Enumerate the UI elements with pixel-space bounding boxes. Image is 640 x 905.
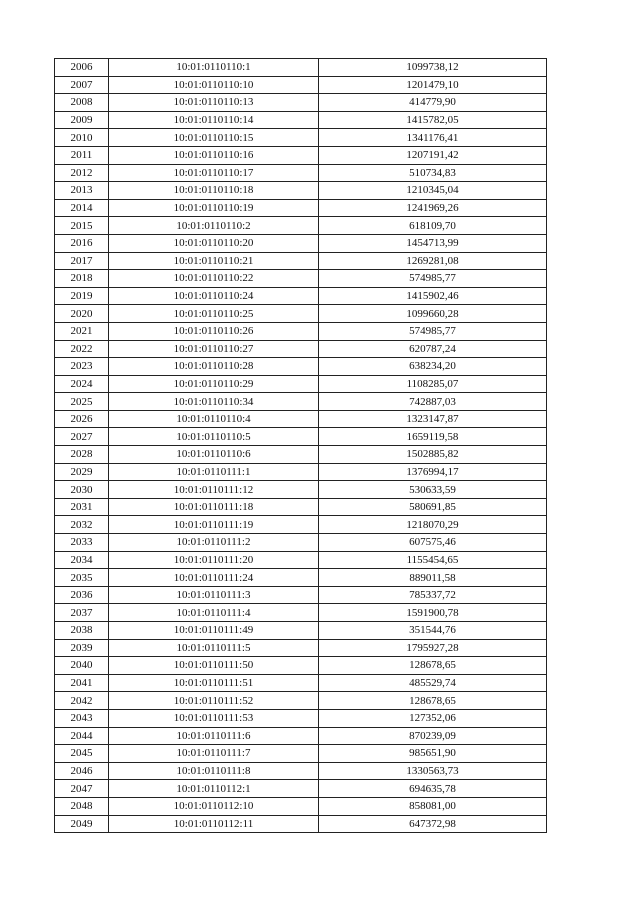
- value-cell: 574985,77: [319, 270, 547, 288]
- table-row: [55, 797, 547, 815]
- row-number-cell: 2027: [55, 428, 109, 446]
- cadastral-number-cell: 10:01:0110110:34: [109, 393, 319, 411]
- cadastral-number-cell: 10:01:0110110:1: [109, 59, 319, 77]
- cadastral-number-cell: 10:01:0110111:6: [109, 727, 319, 745]
- row-number-cell: 2041: [55, 674, 109, 692]
- row-number-cell: 2025: [55, 393, 109, 411]
- row-number-cell: 2011: [55, 146, 109, 164]
- value-cell: 1099660,28: [319, 305, 547, 323]
- row-number-cell: 2016: [55, 234, 109, 252]
- table-row: [55, 252, 547, 270]
- value-cell: 858081,00: [319, 797, 547, 815]
- cadastral-number-cell: 10:01:0110110:17: [109, 164, 319, 182]
- value-cell: 1207191,42: [319, 146, 547, 164]
- cadastral-number-cell: 10:01:0110111:20: [109, 551, 319, 569]
- row-number-cell: 2008: [55, 94, 109, 112]
- value-cell: 1415782,05: [319, 111, 547, 129]
- cadastral-number-cell: 10:01:0110111:2: [109, 534, 319, 552]
- row-number-cell: 2018: [55, 270, 109, 288]
- table-row: [55, 428, 547, 446]
- value-cell: 580691,85: [319, 498, 547, 516]
- row-number-cell: 2035: [55, 569, 109, 587]
- value-cell: 574985,77: [319, 322, 547, 340]
- value-cell: 1330563,73: [319, 762, 547, 780]
- table-row: [55, 709, 547, 727]
- value-cell: 1659119,58: [319, 428, 547, 446]
- table-body: [55, 59, 547, 833]
- row-number-cell: 2012: [55, 164, 109, 182]
- table-row: [55, 551, 547, 569]
- table-row: [55, 199, 547, 217]
- cadastral-number-cell: 10:01:0110111:4: [109, 604, 319, 622]
- cadastral-number-cell: 10:01:0110111:19: [109, 516, 319, 534]
- table-row: [55, 604, 547, 622]
- cadastral-number-cell: 10:01:0110110:10: [109, 76, 319, 94]
- table-row: [55, 146, 547, 164]
- row-number-cell: 2006: [55, 59, 109, 77]
- cadastral-number-cell: 10:01:0110111:1: [109, 463, 319, 481]
- cadastral-number-cell: 10:01:0110110:26: [109, 322, 319, 340]
- table-row: [55, 727, 547, 745]
- row-number-cell: 2017: [55, 252, 109, 270]
- cadastral-number-cell: 10:01:0110110:29: [109, 375, 319, 393]
- table-row: [55, 59, 547, 77]
- row-number-cell: 2021: [55, 322, 109, 340]
- cadastral-number-cell: 10:01:0110112:10: [109, 797, 319, 815]
- cadastral-number-cell: 10:01:0110110:18: [109, 182, 319, 200]
- row-number-cell: 2048: [55, 797, 109, 815]
- table-row: [55, 375, 547, 393]
- cadastral-number-cell: 10:01:0110110:27: [109, 340, 319, 358]
- row-number-cell: 2007: [55, 76, 109, 94]
- table-row: [55, 639, 547, 657]
- cadastral-number-cell: 10:01:0110112:11: [109, 815, 319, 833]
- cadastral-number-cell: 10:01:0110110:25: [109, 305, 319, 323]
- table-row: [55, 446, 547, 464]
- value-cell: 985651,90: [319, 745, 547, 763]
- row-number-cell: 2026: [55, 410, 109, 428]
- cadastral-number-cell: 10:01:0110111:53: [109, 709, 319, 727]
- cadastral-number-cell: 10:01:0110110:24: [109, 287, 319, 305]
- value-cell: 1241969,26: [319, 199, 547, 217]
- value-cell: 620787,24: [319, 340, 547, 358]
- cadastral-number-cell: 10:01:0110110:21: [109, 252, 319, 270]
- row-number-cell: 2043: [55, 709, 109, 727]
- value-cell: 1415902,46: [319, 287, 547, 305]
- table-row: [55, 692, 547, 710]
- row-number-cell: 2014: [55, 199, 109, 217]
- value-cell: 351544,76: [319, 622, 547, 640]
- value-cell: 485529,74: [319, 674, 547, 692]
- table-row: [55, 516, 547, 534]
- cadastral-number-cell: 10:01:0110111:12: [109, 481, 319, 499]
- cadastral-number-cell: 10:01:0110110:2: [109, 217, 319, 235]
- value-cell: 414779,90: [319, 94, 547, 112]
- table-row: [55, 586, 547, 604]
- value-cell: 127352,06: [319, 709, 547, 727]
- cadastral-number-cell: 10:01:0110111:3: [109, 586, 319, 604]
- value-cell: 1795927,28: [319, 639, 547, 657]
- table-row: [55, 322, 547, 340]
- table-row: [55, 622, 547, 640]
- table-row: [55, 358, 547, 376]
- row-number-cell: 2015: [55, 217, 109, 235]
- row-number-cell: 2030: [55, 481, 109, 499]
- cadastral-number-cell: 10:01:0110110:5: [109, 428, 319, 446]
- table-row: [55, 182, 547, 200]
- table-row: [55, 498, 547, 516]
- row-number-cell: 2034: [55, 551, 109, 569]
- row-number-cell: 2022: [55, 340, 109, 358]
- table-row: [55, 94, 547, 112]
- row-number-cell: 2044: [55, 727, 109, 745]
- table-row: [55, 762, 547, 780]
- table-row: [55, 76, 547, 94]
- row-number-cell: 2040: [55, 657, 109, 675]
- cadastral-number-cell: 10:01:0110112:1: [109, 780, 319, 798]
- cadastral-number-cell: 10:01:0110110:16: [109, 146, 319, 164]
- value-cell: 647372,98: [319, 815, 547, 833]
- row-number-cell: 2020: [55, 305, 109, 323]
- row-number-cell: 2046: [55, 762, 109, 780]
- table-row: [55, 657, 547, 675]
- table-row: [55, 674, 547, 692]
- value-cell: 1218070,29: [319, 516, 547, 534]
- value-cell: 1210345,04: [319, 182, 547, 200]
- row-number-cell: 2036: [55, 586, 109, 604]
- table-row: [55, 270, 547, 288]
- cadastral-number-cell: 10:01:0110111:18: [109, 498, 319, 516]
- value-cell: 618109,70: [319, 217, 547, 235]
- value-cell: 607575,46: [319, 534, 547, 552]
- table-row: [55, 481, 547, 499]
- cadastral-number-cell: 10:01:0110111:52: [109, 692, 319, 710]
- row-number-cell: 2037: [55, 604, 109, 622]
- value-cell: 510734,83: [319, 164, 547, 182]
- table-row: [55, 305, 547, 323]
- row-number-cell: 2009: [55, 111, 109, 129]
- value-cell: 1108285,07: [319, 375, 547, 393]
- row-number-cell: 2039: [55, 639, 109, 657]
- value-cell: 128678,65: [319, 692, 547, 710]
- table-row: [55, 234, 547, 252]
- table-row: [55, 745, 547, 763]
- cadastral-number-cell: 10:01:0110110:20: [109, 234, 319, 252]
- value-cell: 1201479,10: [319, 76, 547, 94]
- value-cell: 870239,09: [319, 727, 547, 745]
- table-row: [55, 111, 547, 129]
- value-cell: 1454713,99: [319, 234, 547, 252]
- row-number-cell: 2042: [55, 692, 109, 710]
- row-number-cell: 2024: [55, 375, 109, 393]
- value-cell: 785337,72: [319, 586, 547, 604]
- row-number-cell: 2013: [55, 182, 109, 200]
- cadastral-number-cell: 10:01:0110111:7: [109, 745, 319, 763]
- row-number-cell: 2028: [55, 446, 109, 464]
- table-row: [55, 164, 547, 182]
- cadastral-number-cell: 10:01:0110111:49: [109, 622, 319, 640]
- table-row: [55, 410, 547, 428]
- table-row: [55, 815, 547, 833]
- cadastral-number-cell: 10:01:0110111:8: [109, 762, 319, 780]
- value-cell: 1269281,08: [319, 252, 547, 270]
- cadastral-number-cell: 10:01:0110110:28: [109, 358, 319, 376]
- value-cell: 1376994,17: [319, 463, 547, 481]
- row-number-cell: 2032: [55, 516, 109, 534]
- row-number-cell: 2045: [55, 745, 109, 763]
- cadastral-number-cell: 10:01:0110111:24: [109, 569, 319, 587]
- table-row: [55, 463, 547, 481]
- row-number-cell: 2038: [55, 622, 109, 640]
- table-row: [55, 534, 547, 552]
- row-number-cell: 2049: [55, 815, 109, 833]
- table-row: [55, 217, 547, 235]
- value-cell: 1155454,65: [319, 551, 547, 569]
- cadastral-number-cell: 10:01:0110110:22: [109, 270, 319, 288]
- value-cell: 1323147,87: [319, 410, 547, 428]
- cadastral-value-table: [54, 58, 547, 833]
- cadastral-number-cell: 10:01:0110111:51: [109, 674, 319, 692]
- cadastral-number-cell: 10:01:0110110:6: [109, 446, 319, 464]
- row-number-cell: 2047: [55, 780, 109, 798]
- value-cell: 742887,03: [319, 393, 547, 411]
- value-cell: 1341176,41: [319, 129, 547, 147]
- value-cell: 530633,59: [319, 481, 547, 499]
- cadastral-number-cell: 10:01:0110110:13: [109, 94, 319, 112]
- row-number-cell: 2031: [55, 498, 109, 516]
- row-number-cell: 2029: [55, 463, 109, 481]
- table-row: [55, 780, 547, 798]
- cadastral-number-cell: 10:01:0110110:4: [109, 410, 319, 428]
- cadastral-number-cell: 10:01:0110110:14: [109, 111, 319, 129]
- value-cell: 1502885,82: [319, 446, 547, 464]
- value-cell: 1099738,12: [319, 59, 547, 77]
- table-row: [55, 287, 547, 305]
- value-cell: 1591900,78: [319, 604, 547, 622]
- value-cell: 128678,65: [319, 657, 547, 675]
- table-row: [55, 340, 547, 358]
- row-number-cell: 2019: [55, 287, 109, 305]
- value-cell: 638234,20: [319, 358, 547, 376]
- cadastral-number-cell: 10:01:0110110:15: [109, 129, 319, 147]
- value-cell: 694635,78: [319, 780, 547, 798]
- cadastral-number-cell: 10:01:0110111:5: [109, 639, 319, 657]
- value-cell: 889011,58: [319, 569, 547, 587]
- table-row: [55, 129, 547, 147]
- row-number-cell: 2010: [55, 129, 109, 147]
- row-number-cell: 2033: [55, 534, 109, 552]
- cadastral-number-cell: 10:01:0110111:50: [109, 657, 319, 675]
- table-row: [55, 393, 547, 411]
- table-row: [55, 569, 547, 587]
- row-number-cell: 2023: [55, 358, 109, 376]
- cadastral-number-cell: 10:01:0110110:19: [109, 199, 319, 217]
